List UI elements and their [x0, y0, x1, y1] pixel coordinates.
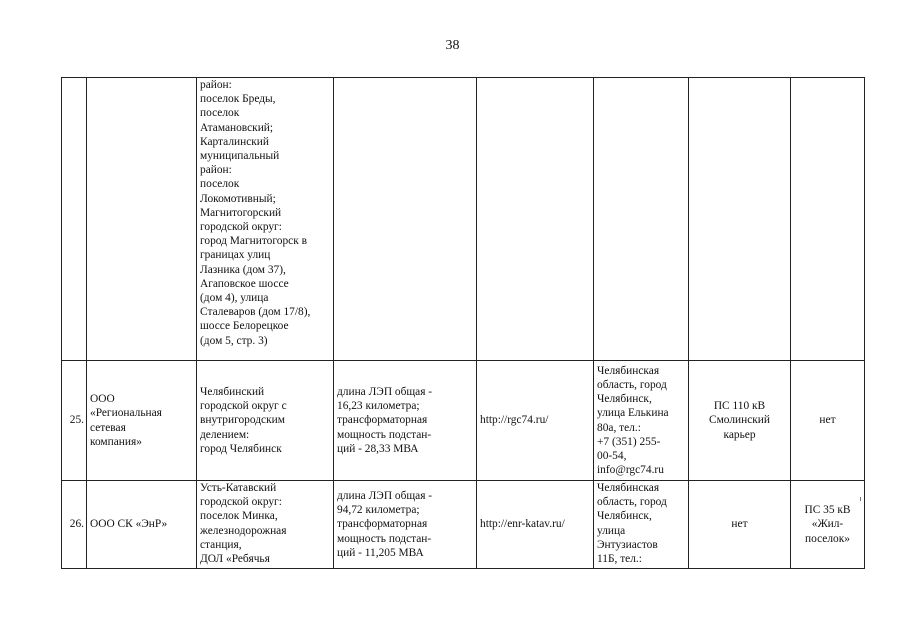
- capacity-cell: длина ЛЭП общая - 16,23 километра; трансформаторная мощность подстан- ций - 28,33 МВА: [334, 361, 477, 481]
- capacity-cell: длина ЛЭП общая - 94,72 километра; трансформаторная мощность подстан- ций - 11,205 МВА: [334, 481, 477, 569]
- table-row: [62, 481, 865, 569]
- table-row: [62, 78, 865, 361]
- note-cell: ПС 35 кВ «Жил- поселок»: [791, 481, 865, 569]
- substations-table: [61, 77, 865, 569]
- table-row: [62, 361, 865, 481]
- row-number-cell: 26.: [62, 481, 87, 569]
- row-number-cell: 25.: [62, 361, 87, 481]
- substation-cell: [689, 78, 791, 361]
- row-number-cell: [62, 78, 87, 361]
- address-cell: Челябинская область, город Челябинск, улица Елькина 80а, тел.: +7 (351) 255- 00-54, info@rgc74.ru: [594, 361, 689, 481]
- note-cell: [791, 78, 865, 361]
- note-cell: нет: [791, 361, 865, 481]
- address-cell: [594, 78, 689, 361]
- scan-mark: [860, 497, 861, 501]
- page-number: 38: [445, 38, 460, 53]
- territory-cell: район: поселок Бреды, поселок Атамановский; Карталинский муниципальный район: поселок Локомотивный; Магнитогорский городской округ: город Магнитогорск в границах улиц Лазника (дом 37), Агаповское шоссе (дом 4), улица Сталеваров (дом 17/8), шоссе Белорецкое (дом 5, стр. 3): [197, 78, 334, 361]
- website-cell: http://enr-katav.ru/: [477, 481, 594, 569]
- capacity-cell: [334, 78, 477, 361]
- website-cell: http://rgc74.ru/: [477, 361, 594, 481]
- territory-cell: Челябинский городской округ с внутригородским делением: город Челябинск: [197, 361, 334, 481]
- organization-cell: ООО «Региональная сетевая компания»: [87, 361, 197, 481]
- organization-cell: ООО СК «ЭнР»: [87, 481, 197, 569]
- substation-cell: нет: [689, 481, 791, 569]
- website-cell: [477, 78, 594, 361]
- organization-cell: [87, 78, 197, 361]
- substation-cell: ПС 110 кВ Смолинский карьер: [689, 361, 791, 481]
- territory-cell: Усть-Катавский городской округ: поселок Минка, железнодорожная станция, ДОЛ «Ребячья: [197, 481, 334, 569]
- address-cell: Челябинская область, город Челябинск, улица Энтузиастов 11Б, тел.:: [594, 481, 689, 569]
